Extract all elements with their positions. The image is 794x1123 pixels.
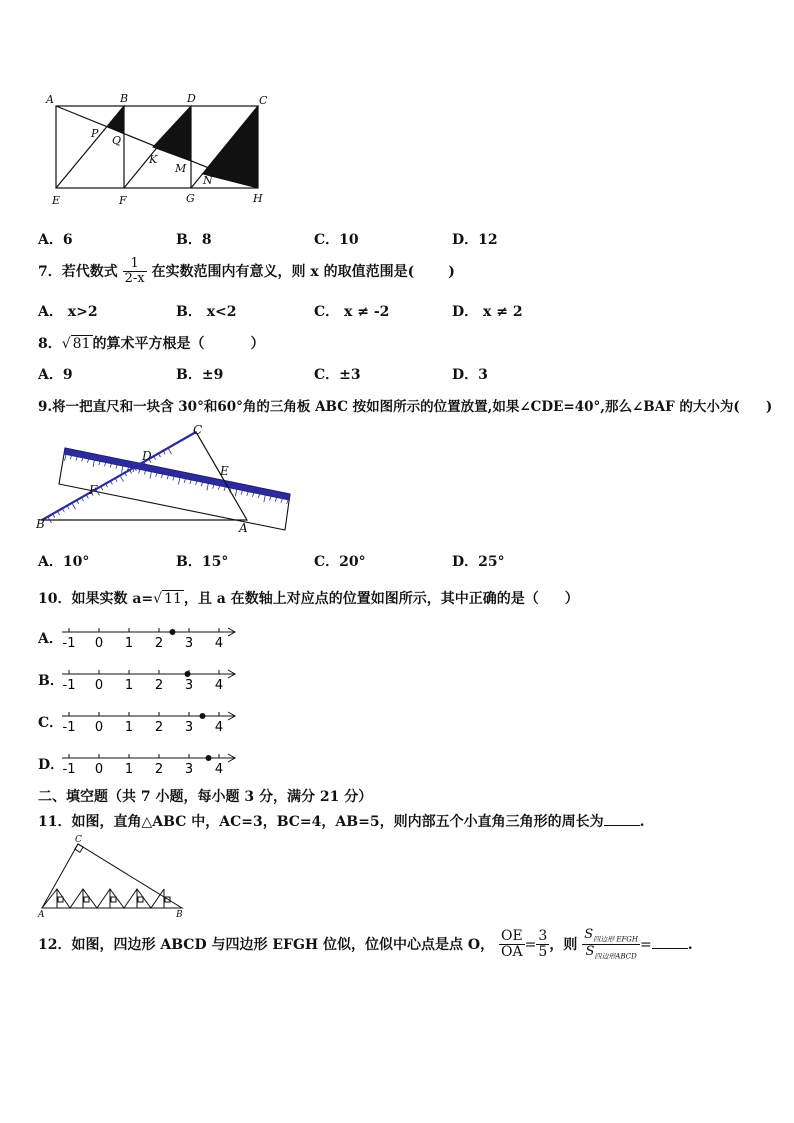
- question-11: [38, 811, 644, 831]
- q11-label-b: B: [176, 910, 183, 918]
- q7-option-c: C． x ≠ -2: [314, 304, 390, 320]
- tick-label: 0: [94, 636, 104, 651]
- q9-option-a: A．10°: [38, 554, 90, 570]
- q7-frac-numerator: 1: [123, 257, 147, 272]
- q9-option-d: D．25°: [452, 554, 505, 570]
- q12-end: .: [687, 936, 693, 953]
- question-12: [38, 928, 693, 962]
- q10-number-line-b: [58, 664, 240, 698]
- q10-prefix: 10．如果实数 a=: [38, 591, 154, 607]
- point-a-marker: [185, 671, 191, 677]
- q7-prefix: 7．若代数式: [38, 263, 118, 280]
- tick-label: 4: [214, 720, 224, 735]
- section-2-heading: 二、填空题（共 7 小题，每小题 3 分，满分 21 分）: [38, 789, 373, 805]
- q6-option-c: C．10: [314, 232, 359, 248]
- q9-text: 9.将一把直尺和一块含 30°和60°角的三角板 ABC 按如图所示的位置放置,如果∠CDE=40°,那么∠BAF 的大小为(: [38, 399, 740, 415]
- q6-label-k: K: [149, 153, 158, 166]
- q6-label-d: D: [187, 92, 196, 105]
- q9-label-c: C: [193, 423, 203, 437]
- q10-option-d: D．: [38, 757, 65, 773]
- q12-frac2-numerator: 3: [538, 927, 548, 944]
- q10-close: ）: [564, 591, 579, 607]
- tick-label: 2: [154, 762, 164, 777]
- q9-label-e: E: [220, 464, 229, 478]
- tick-label: 3: [184, 678, 194, 693]
- tick-label: 4: [214, 762, 224, 777]
- q9-option-c: C．20°: [314, 554, 366, 570]
- tick-label: -1: [62, 762, 76, 777]
- q6-label-p: P: [91, 127, 99, 140]
- q12-fraction-oe-oa: [499, 929, 525, 961]
- q12-frac1-denominator: OA: [501, 944, 523, 961]
- q10-suffix: ，且 a 在数轴上对应点的位置如图所示，其中正确的是（: [183, 591, 539, 607]
- q9-option-b: B．15°: [176, 554, 229, 570]
- point-a-marker: [200, 713, 206, 719]
- q11-label-c: C: [75, 835, 82, 845]
- q6-label-g: G: [186, 192, 195, 205]
- q8-option-c: C．±3: [314, 367, 361, 383]
- q11-label-a: A: [38, 910, 45, 918]
- q11-figure: [34, 834, 194, 918]
- q8-prefix: 8．: [38, 336, 62, 352]
- q6-shaded-triangle-2: [153, 106, 191, 161]
- question-8: [38, 333, 265, 353]
- tick-label: 0: [94, 720, 104, 735]
- q9-label-f: F: [89, 483, 98, 497]
- tick-label: 3: [184, 720, 194, 735]
- q6-label-c: C: [259, 94, 268, 107]
- tick-label: -1: [62, 678, 76, 693]
- tick-label: 4: [214, 678, 224, 693]
- q10-option-a: A．: [38, 631, 63, 647]
- tick-label: 2: [154, 678, 164, 693]
- q9-triangle: [42, 432, 247, 520]
- tick-label: 0: [94, 678, 104, 693]
- question-7: [38, 257, 455, 287]
- q8-sqrt: √ 81: [61, 336, 91, 352]
- q9-close: ): [765, 399, 773, 415]
- question-9: [38, 395, 772, 415]
- q11-end: .: [639, 814, 645, 830]
- q12-answer-blank: [652, 936, 688, 949]
- q10-number-line-a: [58, 622, 240, 656]
- tick-label: -1: [62, 720, 76, 735]
- q9-label-b: B: [36, 517, 45, 531]
- q11-small-triangles: [42, 889, 164, 908]
- q10-option-b: B．: [38, 673, 64, 689]
- q6-label-n: N: [203, 174, 213, 187]
- q6-label-h: H: [253, 192, 263, 205]
- tick-label: 1: [124, 636, 134, 651]
- tick-label: 4: [214, 636, 224, 651]
- q12-area-ratio: [582, 928, 640, 962]
- point-a-marker: [206, 755, 212, 761]
- q10-radicand: 11: [164, 591, 182, 607]
- q6-option-b: B．8: [176, 232, 212, 248]
- q8-option-b: B．±9: [176, 367, 224, 383]
- q6-label-a: A: [46, 93, 54, 106]
- q7-frac-denominator: 2-x: [124, 271, 145, 287]
- tick-label: 1: [124, 762, 134, 777]
- q7-fraction: [123, 257, 147, 287]
- q12-frac2-denominator: 5: [538, 944, 548, 961]
- q12-ratio-numerator: $S_{四边形 EFGH}$: [584, 927, 638, 944]
- q8-radicand: 81: [72, 336, 91, 352]
- tick-label: 1: [124, 720, 134, 735]
- q8-option-d: D．3: [452, 367, 488, 383]
- q6-label-f: F: [119, 194, 127, 207]
- tick-label: 3: [184, 636, 194, 651]
- q12-prefix: 12．如图，四边形 ABCD 与四边形 EFGH 位似，位似中心点是点 O，: [38, 936, 495, 953]
- q6-label-e: E: [52, 194, 61, 207]
- tick-label: -1: [62, 636, 76, 651]
- point-a-marker: [170, 629, 176, 635]
- q8-close: ）: [250, 336, 265, 352]
- tick-label: 3: [184, 762, 194, 777]
- q7-option-a: A． x>2: [38, 304, 98, 320]
- question-10: [38, 588, 579, 608]
- q12-mid: ，则: [549, 936, 578, 953]
- q10-number-line-d: [58, 748, 240, 782]
- q7-close: ): [448, 263, 455, 280]
- q7-suffix: 在实数范围内有意义，则 x 的取值范围是(: [151, 263, 415, 280]
- q6-label-q: Q: [112, 134, 122, 147]
- q9-figure: [36, 422, 298, 538]
- q8-suffix: 的算术平方根是（: [92, 336, 205, 352]
- q12-ratio-denominator: $S_{四边形ABCD}$: [585, 944, 637, 961]
- q11-text: 11．如图，直角△ABC 中，AC=3，BC=4，AB=5，则内部五个小直角三角形的周长为: [38, 814, 604, 830]
- tick-label: 2: [154, 720, 164, 735]
- q10-sqrt: √ 11: [153, 591, 182, 607]
- tick-label: 1: [124, 678, 134, 693]
- q6-label-m: M: [175, 162, 187, 175]
- q6-option-a: A．6: [38, 232, 73, 248]
- q8-option-a: A．9: [38, 367, 73, 383]
- q12-equals: =: [524, 936, 537, 953]
- q12-frac1-numerator: OE: [500, 927, 523, 944]
- q9-label-d: D: [142, 449, 152, 463]
- q6-option-d: D．12: [452, 232, 498, 248]
- q6-label-b: B: [120, 92, 129, 105]
- q7-option-d: D． x ≠ 2: [452, 304, 523, 320]
- q12-fraction-3-5: [536, 929, 549, 961]
- q9-label-a: A: [239, 521, 248, 535]
- q10-option-c: C．: [38, 715, 64, 731]
- tick-label: 2: [154, 636, 164, 651]
- q7-option-b: B． x<2: [176, 304, 237, 320]
- q11-answer-blank: [604, 813, 640, 826]
- q12-equals-2: =: [640, 936, 652, 953]
- tick-label: 0: [94, 762, 104, 777]
- q10-number-line-c: [58, 706, 240, 740]
- q6-figure: [40, 90, 280, 210]
- q6-shaded-triangle-1: [108, 106, 124, 134]
